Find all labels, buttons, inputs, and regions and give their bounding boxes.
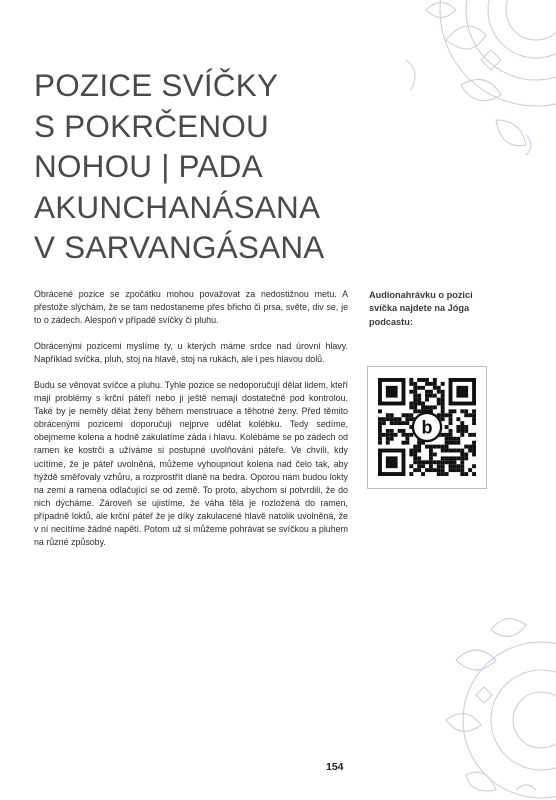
mandala-ornament-bottom xyxy=(416,600,556,800)
article-body xyxy=(34,288,348,562)
title-line: AKUNCHANÁSANA xyxy=(34,188,321,225)
body-paragraph: Budu se věnovat svíčce a pluhu. Tyhle pozice se nedoporučují dělat lidem, kteří mají problémy s krční páteří nebo ji ještě nemají dostatečně pod kontrolou. Také by je neměly dělat ženy během menstruace a těhotné ženy. Před těmito obrácenými pozicemi doporučuji nejprve udělat kolébku. Tedy sedíme, obejmeme kolena a hodně zakulatíme záda i hlavu. Kolébáme se po zádech od ramen ke kostrči a užíváme si postupné uvolňování páteře. Ve chvíli, kdy ucítíme, že je páteř uvolněná, můžeme vyhoupnout kolena nad čelo tak, aby hýždě směřovaly vzhůru, a rozprostřít dlaně na bedra. Oporou nám budou lokty na zemi a ramena odlačující se od země. To proto, abychom si potvrdili, že do nich dýcháme. Zároveň se ujistíme, že váha těla je rozložená do ramen, případně loktů, ale krční páteř že je díky zakulacené hlavě natolik uvolněná, že v ní necítíme žádné napětí. Potom už si můžeme pohrávat se svíčkou a pluhem na různé způsoby. xyxy=(34,380,348,547)
podcast-note: Audionahrávku o pozici svíčka najdete na Jóga podcastu: xyxy=(369,290,473,327)
body-paragraph: Obrácenými pozicemi myslíme ty, u kterých máme srdce nad úrovní hlavy. Například svíčka, pluh, stoj na hlavě, stoj na rukách, ale i pes hlavou dolů. xyxy=(34,341,348,365)
page-title xyxy=(34,65,364,268)
svg-text:b: b xyxy=(421,417,433,438)
qr-code-frame[interactable] xyxy=(367,366,487,489)
title-line: POZICE SVÍČKY xyxy=(34,67,279,104)
mandala-ornament-top xyxy=(386,0,556,160)
title-line: S POKRČENOU xyxy=(34,107,269,144)
qr-code-icon[interactable] xyxy=(378,378,476,476)
body-paragraph: Obrácené pozice se zpočátku mohou považovat za nedostižnou metu. A přestože slýchám, že se tam nedostaneme přes břicho či prsa, světe, div se, je to o zádech. Alespoň v případě svíčky či pluhu. xyxy=(34,289,348,326)
title-line: NOHOU | PADA xyxy=(34,148,263,185)
title-line: V SARVANGÁSANA xyxy=(34,229,325,266)
page-number: 154 xyxy=(326,761,344,773)
